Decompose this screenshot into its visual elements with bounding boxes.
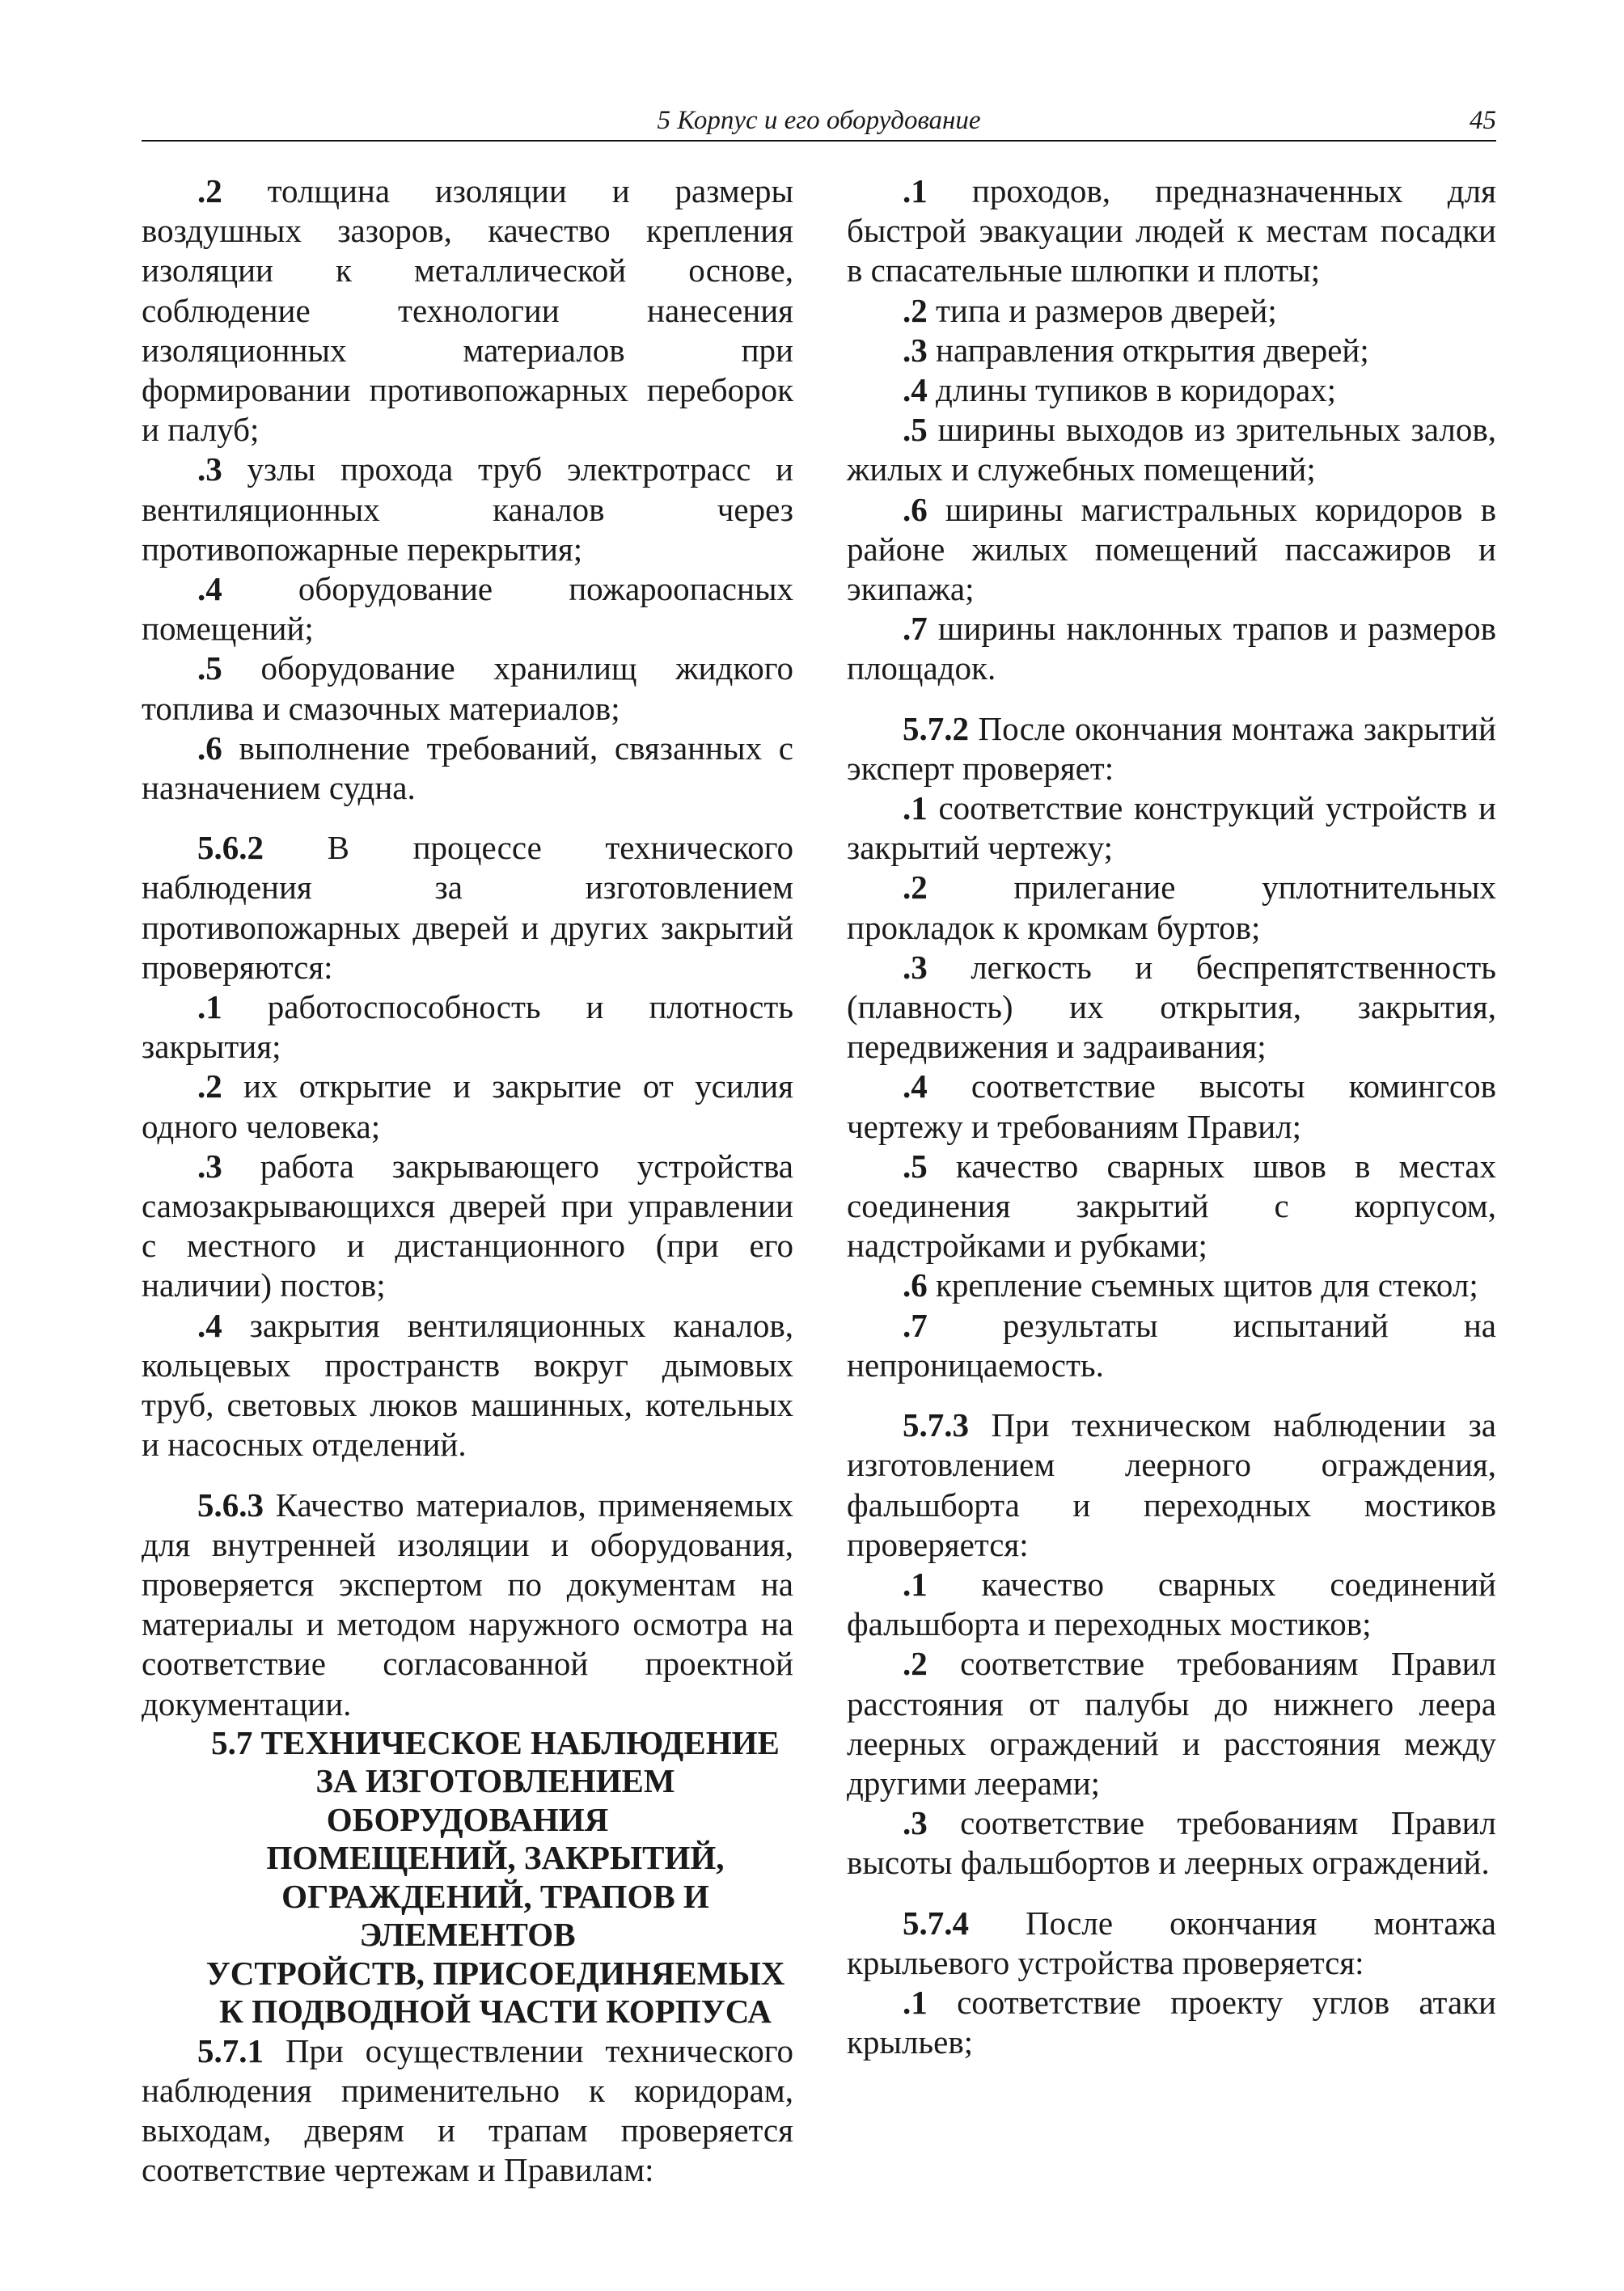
- left-column: [142, 171, 793, 2191]
- clause-item: .3 направления открытия дверей;: [903, 331, 1369, 369]
- clause-item: .5 качество сварных швов в местах соединения закрытий с корпусом, надстройками и рубками;: [847, 1147, 1496, 1265]
- clause-item: .1 работоспособность и плотность закрытия;: [142, 988, 793, 1066]
- clause-item: .4 длины тупиков в коридорах;: [903, 371, 1337, 409]
- running-header-title: 5 Корпус и его оборудование: [657, 106, 981, 135]
- clause-item: .3 работа закрывающего устройства самозакрывающихся дверей при управлении с местного и дистанционного (при его наличии) постов;: [142, 1147, 793, 1304]
- clause-item: .2 прилегание уплотнительных прокладок к кромкам буртов;: [847, 869, 1496, 946]
- clause-item: .2 их открытие и закрытие от усилия одного человека;: [142, 1067, 793, 1145]
- clause-item: .6 крепление съемных щитов для стекол;: [903, 1266, 1478, 1304]
- page-number: 45: [1470, 106, 1496, 135]
- clause-item: .3 соответствие требованиям Правил высоты фальшбортов и леерных ограждений.: [847, 1804, 1496, 1882]
- clause-item: .4 оборудование пожароопасных помещений;: [142, 570, 793, 648]
- clause-item: .2 типа и размеров дверей;: [903, 291, 1277, 329]
- clause-item: .1 качество сварных соединений фальшборта и переходных мостиков;: [847, 1565, 1496, 1643]
- clause-item: .2 толщина изоляции и размеры воздушных зазоров, качество крепления изоляции к металлической основе, соблюдение технологии нанесения изоляционных материалов при формировании противопожарных переборок и палуб;: [142, 172, 793, 449]
- clause-paragraph-5-7-1: 5.7.1 При осуществлении технического наблюдения применительно к коридорам, выходам, дверям и трапам проверяется соответствие чертежам и Правилам:: [142, 2031, 793, 2189]
- clause-item: .6 выполнение требований, связанных с назначением судна.: [142, 729, 793, 807]
- clause-item: .4 закрытия вентиляционных каналов, кольцевых пространств вокруг дымовых труб, световых люков машинных, котельных и насосных отделений.: [142, 1306, 793, 1464]
- clause-item: .1 проходов, предназначенных для быстрой эвакуации людей к местам посадки в спасательные шлюпки и плоты;: [847, 172, 1496, 290]
- clause-item: .5 оборудование хранилищ жидкого топлива и смазочных материалов;: [142, 649, 793, 727]
- clause-paragraph-5-6-2: 5.6.2 В процессе технического наблюдения за изготовлением противопожарных дверей и других закрытий проверяются:: [142, 829, 793, 986]
- clause-item: .3 узлы прохода труб электротрасс и вентиляционных каналов через противопожарные перекрытия;: [142, 450, 793, 568]
- clause-item: .2 соответствие требованиям Правил расстояния от палубы до нижнего леера леерных ограждений и расстояния между другими леерами;: [847, 1645, 1496, 1802]
- clause-item: .1 соответствие проекту углов атаки крыльев;: [847, 1983, 1496, 2061]
- clause-item: .3 легкость и беспрепятственность (плавность) их открытия, закрытия, передвижения и задраивания;: [847, 948, 1496, 1066]
- clause-item: .4 соответствие высоты комингсов чертежу и требованиям Правил;: [847, 1067, 1496, 1145]
- right-column: [847, 171, 1496, 2062]
- clause-paragraph-5-7-3: 5.7.3 При техническом наблюдении за изготовлением леерного ограждения, фальшборта и переходных мостиков проверяется:: [847, 1406, 1496, 1563]
- clause-item: .5 ширины выходов из зрительных залов, жилых и служебных помещений;: [847, 411, 1496, 488]
- section-heading: 5.7 ТЕХНИЧЕСКОЕ НАБЛЮДЕНИЕ ЗА ИЗГОТОВЛЕНИЕМ ОБОРУДОВАНИЯ ПОМЕЩЕНИЙ, ЗАКРЫТИЙ, ОГРАЖДЕНИЙ, ТРАПОВ И ЭЛЕМЕНТОВ УСТРОЙСТВ, ПРИСОЕДИНЯЕМЫХ К ПОДВОДНОЙ ЧАСТИ КОРПУСА: [205, 1723, 785, 2031]
- clause-item: .1 соответствие конструкций устройств и закрытий чертежу;: [847, 789, 1496, 867]
- clause-item: .6 ширины магистральных коридоров в районе жилых помещений пассажиров и экипажа;: [847, 490, 1496, 608]
- running-header: [142, 103, 1496, 142]
- clause-paragraph-5-7-2: 5.7.2 После окончания монтажа закрытий эксперт проверяет:: [847, 709, 1496, 787]
- clause-item: .7 ширины наклонных трапов и размеров площадок.: [847, 610, 1496, 687]
- clause-paragraph-5-7-4: 5.7.4 После окончания монтажа крыльевого устройства проверяется:: [847, 1904, 1496, 1981]
- clause-item: .7 результаты испытаний на непроницаемость.: [847, 1306, 1496, 1384]
- clause-paragraph-5-6-3: 5.6.3 Качество материалов, применяемых для внутренней изоляции и оборудования, проверяется экспертом по документам на материалы и методом наружного осмотра на соответствие согласованной проектной документации.: [142, 1486, 793, 1722]
